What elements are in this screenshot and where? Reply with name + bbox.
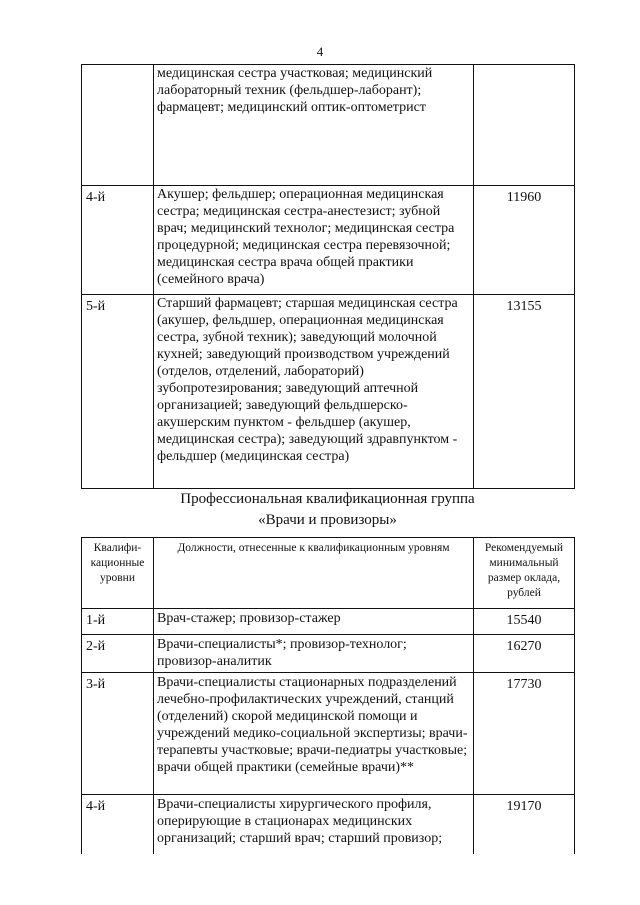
level-cell: 2-й (82, 635, 154, 673)
group-title (81, 489, 574, 531)
positions-cell: Старший фармацевт; старшая медицинская сестра (акушер, фельдшер, операционная медицинская сестра, зубной техник); заведующий молочной кухней; заведующий производством учреждений (отделов, отделений, лабораторий) зубопротезирования; заведующий аптечной организацией; заведующий фельдшерско-акушерским пунктом - фельдшер (акушер, медицинская сестра); заведующий здравпунктом - фельдшер (медицинская сестра) (154, 295, 474, 489)
table-row (82, 65, 575, 186)
salary-cell: 17730 (474, 673, 575, 795)
page-number: 4 (316, 44, 324, 59)
table-row (82, 673, 575, 795)
salary-cell: 19170 (474, 795, 575, 855)
level-cell: 3-й (82, 673, 154, 795)
level-cell: 4-й (82, 186, 154, 295)
salary-cell: 15540 (474, 609, 575, 635)
table-header-row (82, 538, 575, 609)
salary-cell: 13155 (474, 295, 575, 489)
header-positions: Должности, отнесенные к квалификационным уровням (154, 538, 474, 609)
positions-cell: Врачи-специалисты стационарных подразделений лечебно-профилактических учреждений, станций (отделений) скорой медицинской помощи и учреждений медико-социальной экспертизы; врачи-терапевты участковые; врачи-педиатры участковые; врачи общей практики (семейные врачи)** (154, 673, 474, 795)
positions-cell: Врачи-специалисты хирургического профиля, оперирующие в стационарах медицинских организаций; старший врач; старший провизор; (154, 795, 474, 855)
level-cell: 5-й (82, 295, 154, 489)
table-row (82, 795, 575, 855)
doctors-pharmacists-table (81, 537, 575, 854)
positions-cell: Акушер; фельдшер; операционная медицинская сестра; медицинская сестра-анестезист; зубной врач; медицинский технолог; медицинская сестра процедурной; медицинская сестра перевязочной; медицинская сестра врача общей практики (семейного врача) (154, 186, 474, 295)
table-row (82, 609, 575, 635)
positions-cell: медицинская сестра участковая; медицинский лабораторный техник (фельдшер-лаборант); фармацевт; медицинский оптик-оптометрист (154, 65, 474, 186)
table-row (82, 295, 575, 489)
header-salary: Рекомендуемый минимальный размер оклада, рублей (474, 538, 575, 609)
salary-cell (474, 65, 575, 186)
salary-cell: 11960 (474, 186, 575, 295)
group-title-line-1: Профессиональная квалификационная группа (180, 491, 475, 507)
positions-cell: Врач-стажер; провизор-стажер (154, 609, 474, 635)
group-title-line-2: «Врачи и провизоры» (258, 512, 397, 528)
level-cell (82, 65, 154, 186)
level-cell: 1-й (82, 609, 154, 635)
table-row (82, 635, 575, 673)
header-level: Квалифи-кационные уровни (82, 538, 154, 609)
positions-cell: Врачи-специалисты*; провизор-технолог; провизор-аналитик (154, 635, 474, 673)
qualification-table-continued (81, 64, 575, 489)
table-row (82, 186, 575, 295)
level-cell: 4-й (82, 795, 154, 855)
salary-cell: 16270 (474, 635, 575, 673)
